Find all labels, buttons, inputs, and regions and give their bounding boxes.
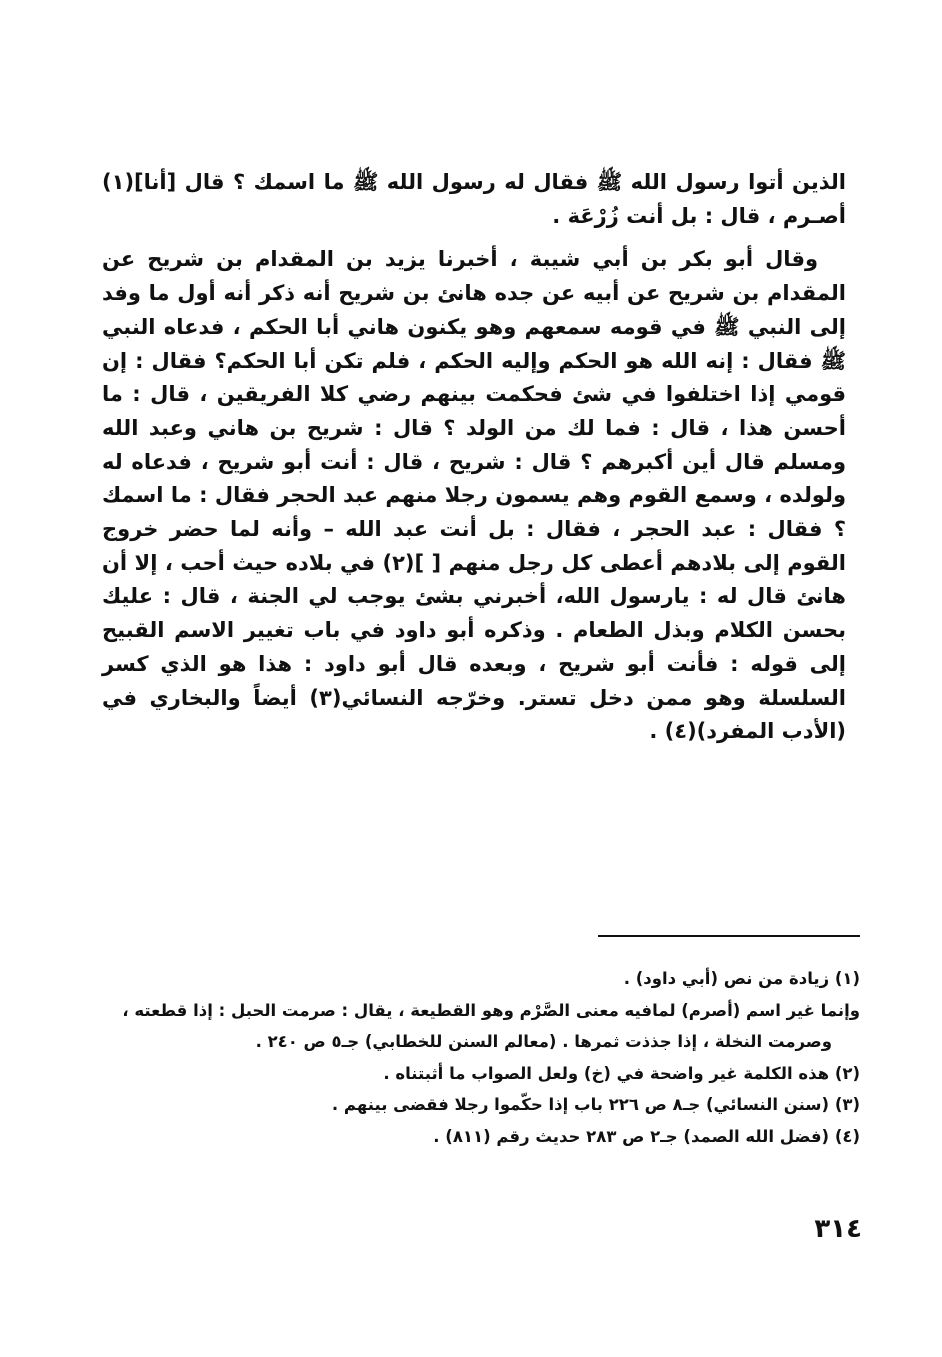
footnote-separator bbox=[598, 935, 860, 937]
page-number: ٣١٤ bbox=[814, 1214, 862, 1244]
footnote-1: (١) زيادة من نص (أبي داود) . bbox=[623, 969, 860, 988]
footnote-4: (٤) (فضل الله الصمد) جـ٢ ص ٢٨٣ حديث رقم (٨١١) . bbox=[433, 1126, 860, 1146]
footnote-1-cont-a: وإنما غير اسم (أصرم) لمافيه معنى الصَّرْم وهو القطيعة ، يقال : صرمت الحبل : إذا قطعته ، bbox=[122, 1000, 860, 1020]
paragraph-2: وقال أبو بكر بن أبي شيبة ، أخبرنا يزيد بن المقدام بن شريح عن المقدام بن شريح عن أبيه عن جده هانئ بن شريح أنه ذكر أنه أول ما وفد إلى النبي ﷺ في قومه سمعهم وهو يكنون هاني أبا الحكم ، فدعاه النبي ﷺ فقال : إنه الله هو الحكم وإليه الحكم ، فلم تكن أبا الحكم؟ فقال : إن قومي إذا اختلفوا في شئ فحكمت بينهم رضي كلا الفريقين ، قال : ما أحسن هذا ، قال : فما لك من الولد ؟ قال : شريح بن هاني وعبد الله ومسلم قال أين أكبرهم ؟ قال : شريح ، قال : أنت أبو شريح ، فدعاه له ولولده ، وسمع القوم وهم يسمون رجلا منهم عبد الحجر فقال : ما اسمك ؟ فقال : عبد الحجر ، فقال : بل أنت عبد الله – وأنه لما حضر خروج القوم إلى بلادهم أعطى كل رجل منهم [ ](٢) في بلاده حيث أحب ، إلا أن هانئ قال له : يارسول الله، أخبرني بشئ يوجب لي الجنة ، قال : عليك بحسن الكلام وبذل الطعام . وذكره أبو داود في باب تغيير الاسم القبيح إلى قوله : فأنت أبو شريح ، وبعده قال أبو داود : هذا هو الذي كسر السلسلة وهو ممن دخل تستر. وخرّجه النسائي(٣) أيضاً والبخاري في (الأدب المفرد)(٤) . bbox=[102, 247, 846, 744]
footnote-2: (٢) هذه الكلمة غير واضحة في (خ) ولعل الصواب ما أثبتناه . bbox=[383, 1063, 860, 1083]
footnote-1-cont-b: وصرمت النخلة ، إذا جذذت ثمرها . (معالم السنن للخطابي) جـ٥ ص ٢٤٠ . bbox=[255, 1032, 832, 1051]
footnotes-block bbox=[100, 963, 860, 1152]
main-text-block bbox=[102, 166, 846, 749]
paragraph-1: الذين أتوا رسول الله ﷺ فقال له رسول الله ﷺ ما اسمك ؟ قال [أنا](١) أصـرم ، قال : بل أنت زُرْعَة . bbox=[102, 170, 846, 228]
footnote-3: (٣) (سنن النسائي) جـ٨ ص ٢٢٦ باب إذا حكّموا رجلا فقضى بينهم . bbox=[331, 1095, 860, 1114]
